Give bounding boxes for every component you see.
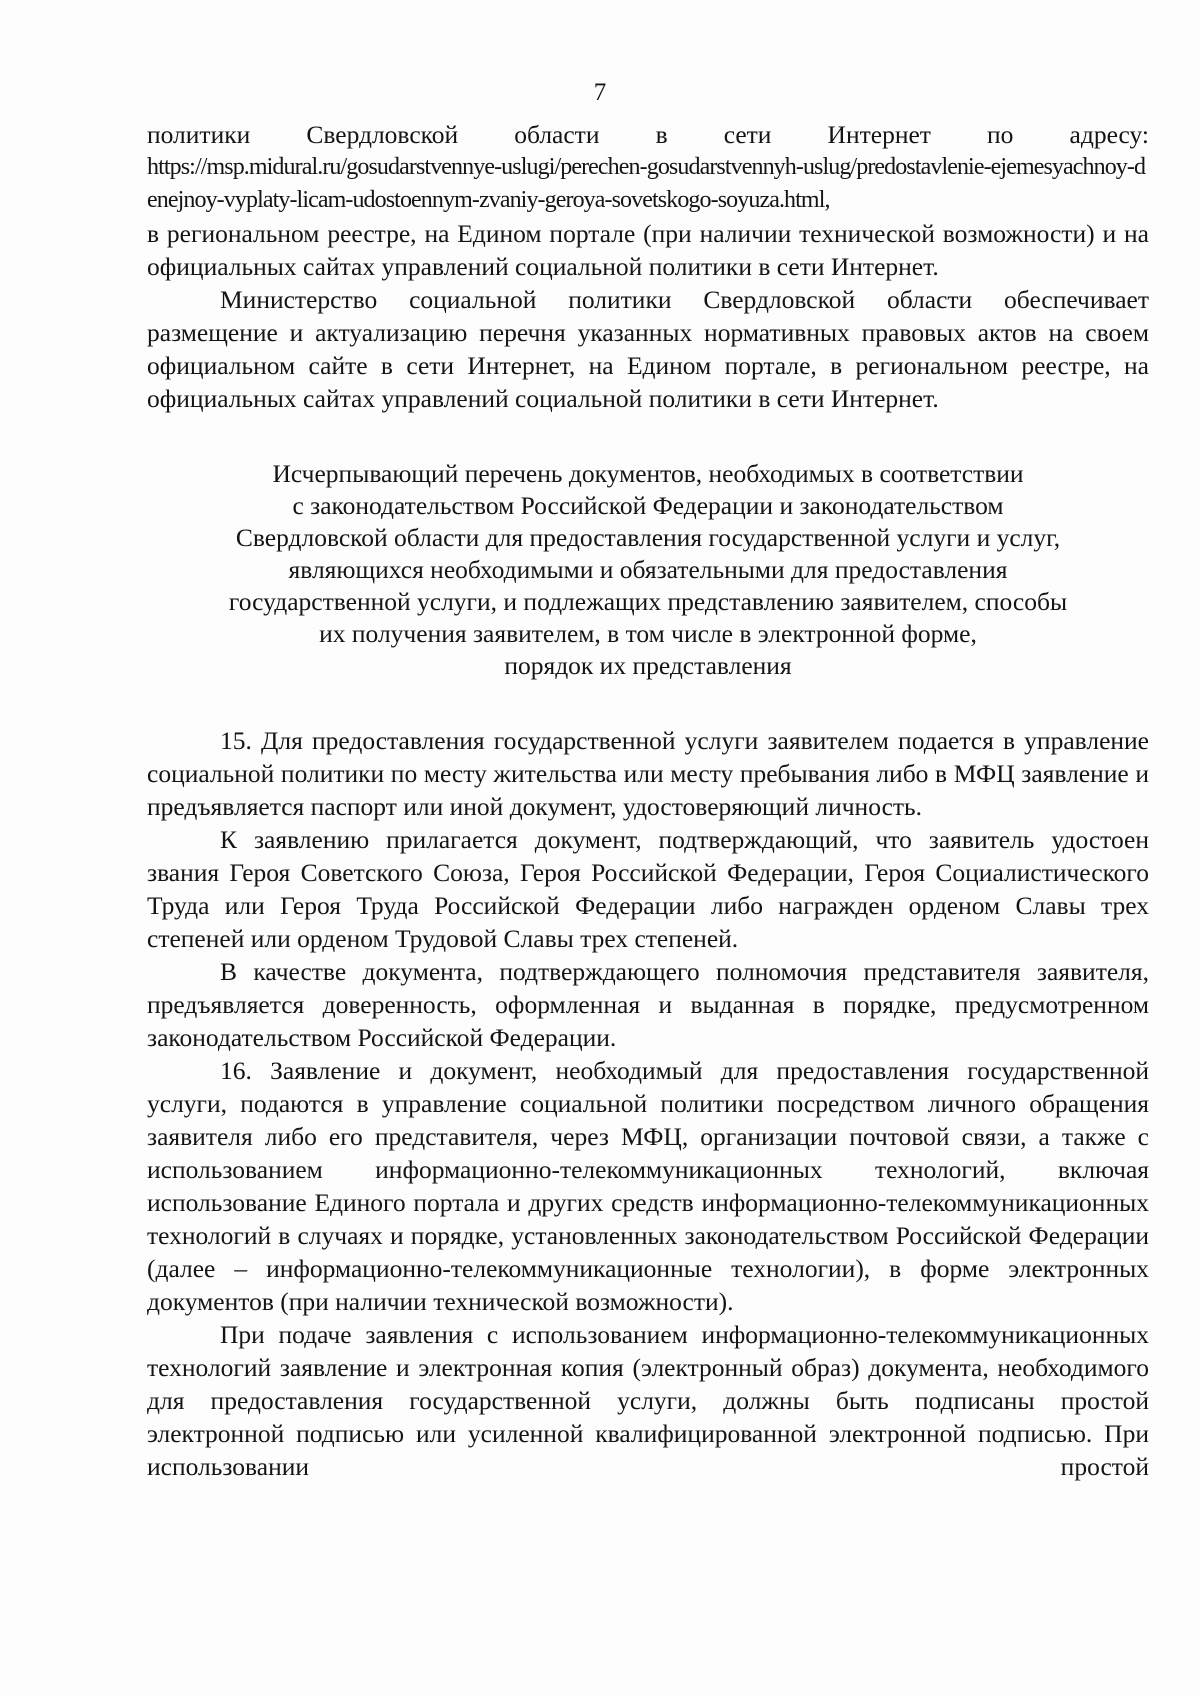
- paragraph-attachment: К заявлению прилагается документ, подтверждающий, что заявитель удостоен звания Героя Советского Союза, Героя Российской Федерации, Героя Социалистического Труда или Героя Труда Российской Федерации либо награжден орденом Славы трех степеней или орденом Трудовой Славы трех степеней.: [147, 825, 1149, 953]
- intro-rest: в региональном реестре, на Едином портале (при наличии технической возможности) и на официальных сайтах управлений социальной политики в сети Интернет.: [147, 219, 1149, 281]
- heading-line: с законодательством Российской Федерации и законодательством: [292, 491, 1004, 520]
- document-body: [147, 118, 1149, 1483]
- service-url: https://msp.midural.ru/gosudarstvennye-uslugi/perechen-gosudarstvennyh-uslug/predostavlenie-ejemesyachnoy-denejnoy-vyplaty-licam-udostoennym-zvaniy-geroya-sovetskogo-soyuza.html,: [147, 154, 1146, 213]
- paragraph-electronic-signature: При подаче заявления с использованием информационно-телекоммуникационных технологий заявление и электронная копия (электронный образ) документа, необходимого для предоставления государственной услуги, должны быть подписаны простой электронной подписью или усиленной квалифицированной электронной подписью. При использовании простой: [147, 1320, 1149, 1481]
- page-number: 7: [593, 79, 607, 106]
- heading-line: государственной услуги, и подлежащих представлению заявителем, способы: [228, 587, 1068, 616]
- heading-line: являющихся необходимыми и обязательными для предоставления: [288, 555, 1008, 584]
- section-heading: [147, 458, 1149, 682]
- heading-line: Исчерпывающий перечень документов, необходимых в соответствии: [272, 459, 1024, 488]
- paragraph-ministry: Министерство социальной политики Свердловской области обеспечивает размещение и актуализацию перечня указанных нормативных правовых актов на своем официальном сайте в сети Интернет, на Едином портале, в региональном реестре, на официальных сайтах управлений социальной политики в сети Интернет.: [147, 285, 1149, 413]
- heading-line: их получения заявителем, в том числе в электронной форме,: [319, 619, 977, 648]
- heading-line: порядок их представления: [504, 651, 792, 680]
- paragraph-power-of-attorney: В качестве документа, подтверждающего полномочия представителя заявителя, предъявляется доверенность, оформленная и выданная в порядке, предусмотренном законодательством Российской Федерации.: [147, 957, 1149, 1052]
- paragraph-15: 15. Для предоставления государственной услуги заявителем подается в управление социальной политики по месту жительства или месту пребывания либо в МФЦ заявление и предъявляется паспорт или иной документ, удостоверяющий личность.: [147, 726, 1149, 821]
- paragraph-16: 16. Заявление и документ, необходимый для предоставления государственной услуги, подаются в управление социальной политики посредством личного обращения заявителя либо его представителя, через МФЦ, организации почтовой связи, а также с использованием информационно-телекоммуникационных технологий, включая использование Единого портала и других средств информационно-телекоммуникационных технологий в случаях и порядке, установленных законодательством Российской Федерации (далее – информационно-телекоммуникационные технологии), в форме электронных документов (при наличии технической возможности).: [147, 1056, 1149, 1316]
- heading-line: Свердловской области для предоставления государственной услуги и услуг,: [235, 523, 1061, 552]
- intro-lead: политики Свердловской области в сети Интернет по адресу:: [147, 120, 1149, 149]
